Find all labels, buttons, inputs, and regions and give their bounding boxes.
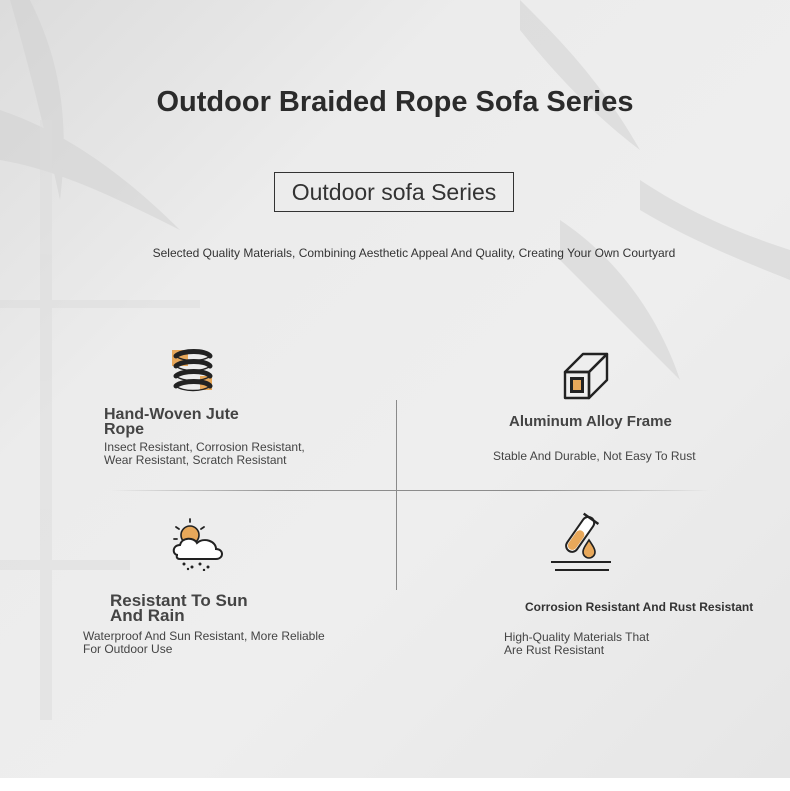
tagline: Selected Quality Materials, Combining Aesthetic Appeal And Quality, Creating Your Own Courtyard bbox=[152, 246, 676, 260]
feature-title-sun-rain: Resistant To Sun And Rain bbox=[110, 591, 248, 625]
feature-title-jute-rope: Hand-Woven Jute Rope bbox=[104, 406, 239, 438]
series-subtitle-box: Outdoor sofa Series bbox=[274, 172, 514, 212]
horizontal-divider bbox=[110, 490, 710, 491]
feature-desc-aluminum-frame: Stable And Durable, Not Easy To Rust bbox=[493, 449, 696, 463]
page-title: Outdoor Braided Rope Sofa Series bbox=[156, 86, 634, 118]
feature-title-corrosion: Corrosion Resistant And Rust Resistant bbox=[525, 600, 754, 614]
feature-desc-jute-rope: Insect Resistant, Corrosion Resistant, Wear Resistant, Scratch Resistant bbox=[104, 440, 305, 467]
feature-desc-corrosion: High-Quality Materials That Are Rust Resistant bbox=[504, 630, 650, 657]
test-tube-drop-icon bbox=[549, 512, 613, 574]
sun-rain-cloud-icon bbox=[170, 517, 228, 571]
feature-title-aluminum-frame: Aluminum Alloy Frame bbox=[509, 413, 672, 430]
coiled-rope-icon bbox=[170, 346, 216, 396]
aluminum-tube-icon bbox=[561, 352, 611, 402]
vertical-divider bbox=[396, 400, 397, 590]
feature-desc-sun-rain: Waterproof And Sun Resistant, More Reliable For Outdoor Use bbox=[83, 629, 325, 656]
